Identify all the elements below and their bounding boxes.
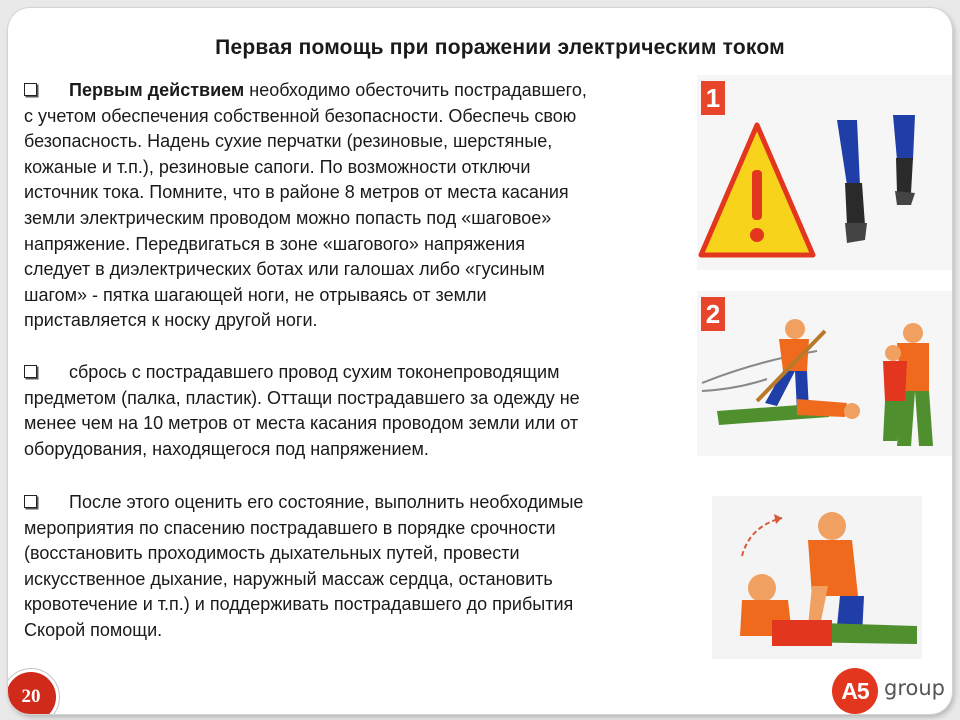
paragraph-line <box>24 78 704 104</box>
paragraph-line: земли электрическим проводом можно попасть под «шаговое» <box>24 207 552 228</box>
paragraph-line <box>24 490 704 516</box>
checkbox-bullet-icon <box>24 365 37 378</box>
paragraph-line: оборудования, находящегося под напряжением. <box>24 438 429 459</box>
paragraph-line: безопасность. Надень сухие перчатки (резиновые, шерстяные, <box>24 131 553 152</box>
paragraph-remove-wire <box>24 360 704 462</box>
paragraph-text: сбрось с пострадавшего провод сухим токонепроводящим <box>69 362 560 382</box>
paragraph-line: напряжение. Передвигаться в зоне «шагового» напряжения <box>24 233 525 254</box>
page-title: Первая помощь при поражении электрическим током <box>215 36 785 59</box>
illustration-step-2 <box>697 291 952 456</box>
cpr-scene-icon <box>712 496 922 659</box>
checkbox-bullet-icon <box>24 495 37 508</box>
page-number-badge: 20 <box>8 672 56 714</box>
paragraph-line: следует в диэлектрических ботах или галошах либо «гусиным <box>24 259 545 280</box>
illustration-step-3 <box>712 496 922 659</box>
paragraph-first-action <box>24 78 704 334</box>
slide <box>8 8 952 714</box>
paragraph-line: предметом (палка, пластик). Оттащи пострадавшего за одежду не <box>24 387 580 408</box>
paragraph-line: менее чем на 10 метров от места касания проводом земли или от <box>24 413 579 434</box>
paragraph-line: Скорой помощи. <box>24 619 163 640</box>
bold-lead-text: Первым действием <box>69 80 245 100</box>
logo-mark: A5 <box>832 668 878 714</box>
paragraph-line: шагом» - пятка шагающей ноги, не отрываясь от земли <box>24 284 487 305</box>
paragraph-line: искусственное дыхание, наружный массаж сердца, остановить <box>24 568 553 589</box>
company-logo <box>832 664 952 714</box>
paragraph-line: с учетом обеспечения собственной безопасности. Обеспечь свою <box>24 105 577 126</box>
paragraph-text: После этого оценить его состояние, выполнить необходимые <box>69 492 584 512</box>
paragraph-line: мероприятия по спасению пострадавшего в порядке срочности <box>24 517 556 538</box>
illustration-step-1 <box>697 75 952 270</box>
rescue-scene-icon <box>697 291 952 456</box>
warning-sign-icon <box>697 75 952 270</box>
step-number-badge: 1 <box>701 81 725 115</box>
step-number-badge: 2 <box>701 297 725 331</box>
logo-wordmark: group <box>884 676 945 700</box>
paragraph-assess-state <box>24 490 704 644</box>
paragraph-line: (восстановить проходимость дыхательных путей, провести <box>24 543 520 564</box>
paragraph-text: необходимо обесточить пострадавшего, <box>244 80 587 100</box>
paragraph-line <box>24 360 704 386</box>
checkbox-bullet-icon <box>24 83 37 96</box>
paragraph-line: кожаные и т.п.), резиновые сапоги. По возможности отключи <box>24 156 531 177</box>
paragraph-line: приставляется к носку другой ноги. <box>24 310 318 331</box>
paragraph-line: источник тока. Помните, что в районе 8 метров от места касания <box>24 182 569 203</box>
paragraph-line: кровотечение и т.п.) и поддерживать пострадавшего до прибытия <box>24 594 574 615</box>
